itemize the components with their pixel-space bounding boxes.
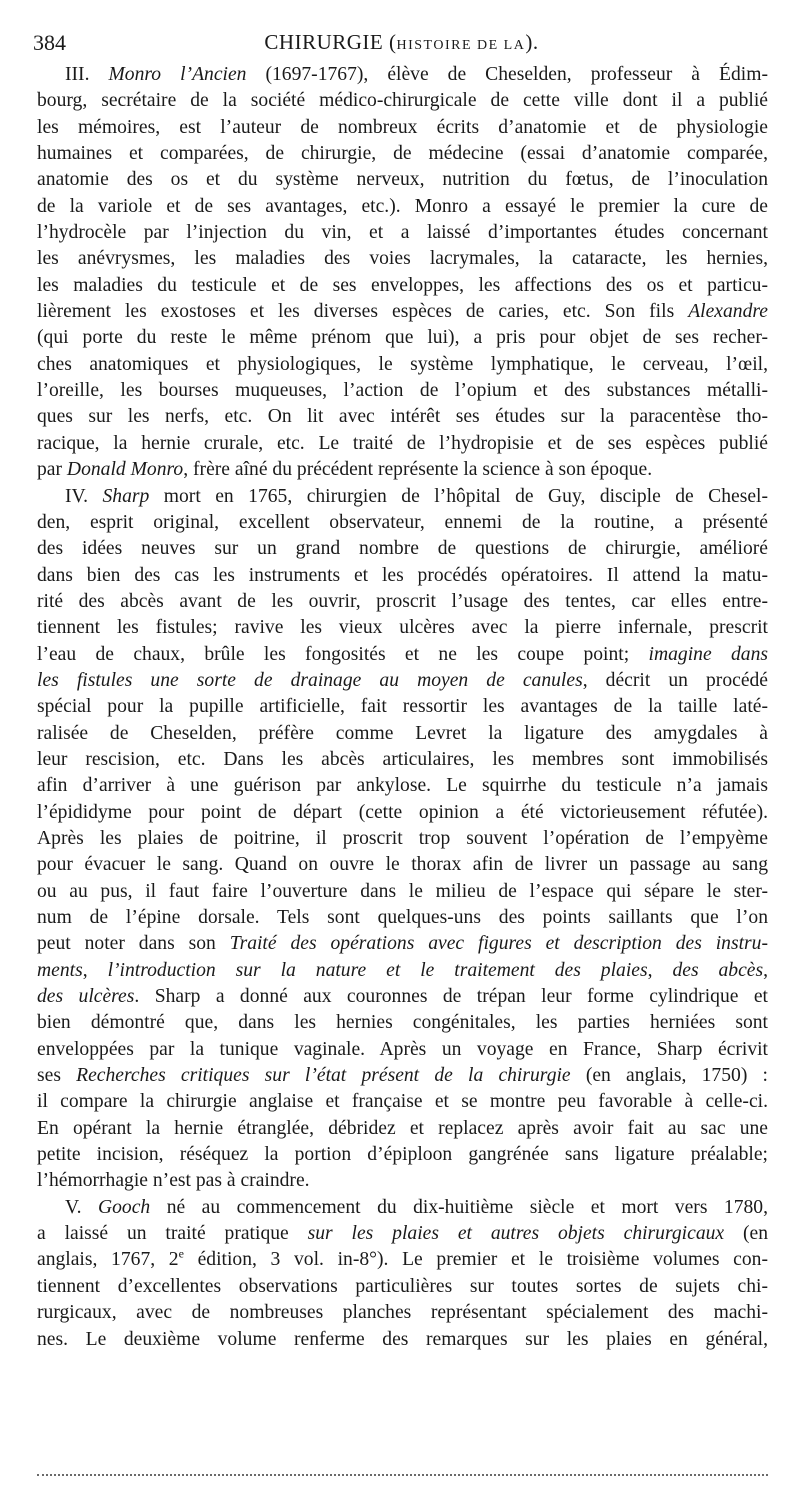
text-line: ches anatomiques et physiologiques, le système lymphatique, le cerveau, l’œil, bbox=[37, 353, 768, 375]
running-title-end: ). bbox=[525, 30, 539, 54]
text-line: leur rescision, etc. Dans les abcès articulaires, les membres sont immobilisés bbox=[37, 748, 768, 770]
text-line: den, esprit original, excellent observateur, ennemi de la routine, a présenté bbox=[37, 511, 768, 533]
text-line: anglais, 1767, 2e édition, 3 vol. in-8°). Le premier et le troisième volumes con- bbox=[37, 1246, 768, 1271]
text-line: V. Gooch né au commencement du dix-huitième siècle et mort vers 1780, bbox=[65, 1196, 768, 1218]
text-line: humaines et comparées, de chirurgie, de médecine (essai d’anatomie comparée, bbox=[37, 143, 768, 165]
text-line: afin d’arriver à une guérison par ankylose. Le squirrhe du testicule n’a jamais bbox=[37, 775, 768, 797]
text-line: petite incision, réséquez la portion d’épiploon gangrénée sans ligature préalable; bbox=[37, 1144, 768, 1166]
text-line: il compare la chirurgie anglaise et française et se montre peu favorable à celle-ci. bbox=[37, 1091, 768, 1113]
text-line: des idées neuves sur un grand nombre de questions de chirurgie, amélioré bbox=[37, 538, 768, 560]
text-line: enveloppées par la tunique vaginale. Après un voyage en France, Sharp écrivit bbox=[37, 1038, 768, 1060]
text-line: spécial pour la pupille artificielle, fait ressortir les avantages de la taille laté- bbox=[37, 696, 768, 718]
text-line: les fistules une sorte de drainage au moyen de canules, décrit un procédé bbox=[37, 669, 769, 691]
text-line: de la variole et de ses avantages, etc.). Monro a essayé le premier la cure de bbox=[37, 195, 768, 217]
text-line: num de l’épine dorsale. Tels sont quelques-uns des points saillants que l’on bbox=[37, 907, 768, 928]
text-line: ses Recherches critiques sur l’état présent de la chirurgie (en anglais, 1750) : bbox=[37, 1065, 768, 1087]
text-line: dans bien des cas les instruments et les procédés opératoires. Il attend la matu- bbox=[37, 564, 768, 586]
text-line: nes. Le deuxième volume renferme des remarques sur les plaies en général, bbox=[37, 1328, 768, 1350]
text-line: ques sur les nerfs, etc. On lit avec intérêt ses études sur la paracentèse tho- bbox=[37, 406, 768, 428]
text-line: ralisée de Cheselden, préfère comme Levret la ligature des amygdales à bbox=[37, 722, 768, 744]
running-header bbox=[33, 30, 770, 60]
body-text bbox=[37, 62, 768, 1353]
text-line: l’hémorrhagie n’est pas à craindre. bbox=[37, 1170, 310, 1192]
text-line: rité des abcès avant de les ouvrir, proscrit l’usage des tentes, car elles entre- bbox=[37, 590, 768, 612]
text-line: anatomie des os et du système nerveux, nutrition du fœtus, de l’inoculation bbox=[37, 169, 768, 191]
text-line: les maladies du testicule et de ses enveloppes, les affections des os et particu- bbox=[37, 274, 768, 296]
text-line: l’oreille, les bourses muqueuses, l’action de l’opium et des substances métalli- bbox=[37, 380, 768, 402]
text-line: tiennent les fistules; ravive les vieux ulcères avec la pierre infernale, prescrit bbox=[37, 617, 768, 639]
text-line: tiennent d’excellentes observations particulières sur toutes sortes de sujets chi- bbox=[37, 1275, 768, 1297]
text-line: l’épididyme pour point de départ (cette opinion a été victorieusement réfutée). bbox=[37, 801, 768, 823]
text-line: les mémoires, est l’auteur de nombreux écrits d’anatomie et de physiologie bbox=[37, 116, 768, 138]
text-line: Après les plaies de poitrine, il proscrit trop souvent l’opération de l’empyème bbox=[37, 827, 768, 849]
text-line: (qui porte du reste le même prénom que lui), a pris pour objet de ses recher- bbox=[37, 327, 768, 349]
text-line: III. Monro l’Ancien (1697-1767), élève de Cheselden, professeur à Édim- bbox=[65, 64, 768, 85]
text-line: l’hydrocèle par l’injection du vin, et a laissé d’importantes études concernant bbox=[37, 222, 768, 244]
text-line: rurgicaux, avec de nombreuses planches représentant spécialement des machi- bbox=[37, 1302, 768, 1324]
text-line: En opérant la hernie étranglée, débridez et replacez après avoir fait au sac une bbox=[37, 1117, 768, 1139]
text-line: a laissé un traité pratique sur les plaies et autres objets chirurgicaux (en bbox=[37, 1223, 768, 1245]
running-title bbox=[33, 30, 770, 55]
page-number: 384 bbox=[33, 30, 66, 55]
text-line: des ulcères. Sharp a donné aux couronnes de trépan leur forme cylindrique et bbox=[37, 986, 768, 1008]
running-title-smallcaps: HISTOIRE DE LA bbox=[396, 38, 526, 53]
text-line: les anévrysmes, les maladies des voies lacrymales, la cataracte, les hernies, bbox=[37, 248, 768, 270]
text-line: par Donald Monro, frère aîné du précédent représente la science à son époque. bbox=[37, 459, 653, 481]
text-line: peut noter dans son Traité des opérations avec figures et description des instru- bbox=[37, 933, 768, 955]
text-line: pour évacuer le sang. Quand on ouvre le thorax afin de livrer un passage au sang bbox=[37, 854, 768, 876]
text-line: bourg, secrétaire de la société médico-chirurgicale de cette ville dont il a publié bbox=[37, 90, 768, 112]
text-line: ments, l’introduction sur la nature et le traitement des plaies, des abcès, bbox=[37, 959, 769, 981]
running-title-main: CHIRURGIE ( bbox=[264, 30, 397, 54]
text-line: l’eau de chaux, brûle les fongosités et ne les coupe point; imagine dans bbox=[37, 643, 768, 665]
text-line: racique, la hernie crurale, etc. Le traité de l’hydropisie et de ses espèces publié bbox=[37, 432, 768, 454]
footer-dotted-rule bbox=[37, 1474, 768, 1476]
text-line: lièrement les exostoses et les diverses espèces de caries, etc. Son fils Alexandre bbox=[37, 301, 768, 323]
text-line: bien démontré que, dans les hernies congénitales, les parties herniées sont bbox=[37, 1012, 768, 1034]
text-line: ou au pus, il faut faire l’ouverture dans le milieu de l’espace qui sépare le ster- bbox=[37, 880, 768, 902]
text-line: IV. Sharp mort en 1765, chirurgien de l’hôpital de Guy, disciple de Chesel- bbox=[65, 485, 768, 507]
